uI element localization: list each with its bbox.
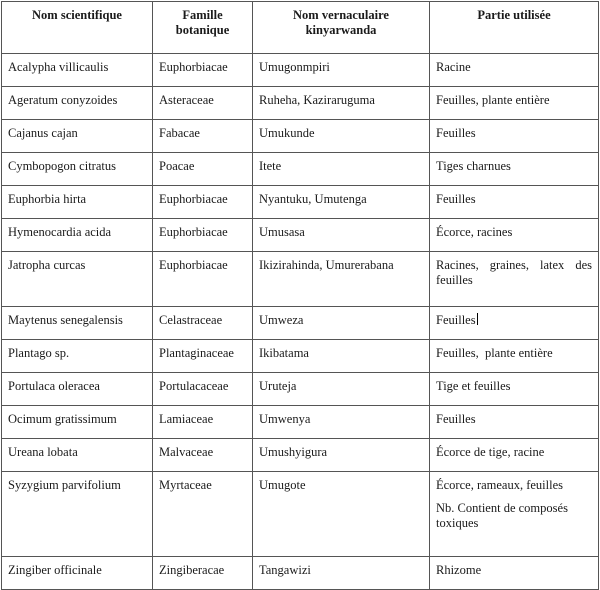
table-row bbox=[2, 439, 599, 472]
cell-scientific-name: Zingiber officinale bbox=[2, 557, 153, 590]
plants-table bbox=[1, 1, 599, 590]
table-row bbox=[2, 252, 599, 307]
cell-family: Celastraceae bbox=[153, 307, 253, 340]
header-vernacular-name: Nom vernaculaire kinyarwanda bbox=[253, 2, 430, 54]
cell-scientific-name: Acalypha villicaulis bbox=[2, 54, 153, 87]
cell-vernacular-name: Umweza bbox=[253, 307, 430, 340]
cell-family: Lamiaceae bbox=[153, 406, 253, 439]
cell-vernacular-name: Umushyigura bbox=[253, 439, 430, 472]
cell-part-used: Feuilles bbox=[430, 406, 599, 439]
cell-vernacular-name: Umusasa bbox=[253, 219, 430, 252]
table-row bbox=[2, 153, 599, 186]
table-row bbox=[2, 87, 599, 120]
part-used-text: Feuilles bbox=[436, 313, 476, 327]
cell-vernacular-name: Ikizirahinda, Umurerabana bbox=[253, 252, 430, 307]
cell-part-used: Feuilles bbox=[430, 120, 599, 153]
cell-vernacular-name: Nyantuku, Umutenga bbox=[253, 186, 430, 219]
table-row bbox=[2, 54, 599, 87]
cell-vernacular-name: Umugonmpiri bbox=[253, 54, 430, 87]
cell-family: Portulacaceae bbox=[153, 373, 253, 406]
cell-scientific-name: Ureana lobata bbox=[2, 439, 153, 472]
cell-family: Fabacae bbox=[153, 120, 253, 153]
table-row bbox=[2, 406, 599, 439]
cell-scientific-name: Ageratum conyzoides bbox=[2, 87, 153, 120]
cell-family: Malvaceae bbox=[153, 439, 253, 472]
cell-part-used: Écorce de tige, racine bbox=[430, 439, 599, 472]
cell-scientific-name: Ocimum gratissimum bbox=[2, 406, 153, 439]
cell-vernacular-name: Umwenya bbox=[253, 406, 430, 439]
table-row bbox=[2, 186, 599, 219]
cell-part-used bbox=[430, 472, 599, 557]
cell-vernacular-name: Itete bbox=[253, 153, 430, 186]
cell-vernacular-name: Ikibatama bbox=[253, 340, 430, 373]
cell-part-used: Tige et feuilles bbox=[430, 373, 599, 406]
header-scientific-name: Nom scientifique bbox=[2, 2, 153, 54]
table-row bbox=[2, 340, 599, 373]
cell-scientific-name: Syzygium parvifolium bbox=[2, 472, 153, 557]
cell-family: Euphorbiacae bbox=[153, 252, 253, 307]
cell-vernacular-name: Ruheha, Kaziraruguma bbox=[253, 87, 430, 120]
cell-part-used bbox=[430, 307, 599, 340]
cell-part-used: Feuilles, plante entière bbox=[430, 340, 599, 373]
cell-part-used: Racines, graines, latex des feuilles bbox=[430, 252, 599, 307]
header-part-used: Partie utilisée bbox=[430, 2, 599, 54]
cell-vernacular-name: Uruteja bbox=[253, 373, 430, 406]
header-family: Famille botanique bbox=[153, 2, 253, 54]
cell-family: Poacae bbox=[153, 153, 253, 186]
cell-family: Plantaginaceae bbox=[153, 340, 253, 373]
text-cursor bbox=[477, 313, 478, 325]
cell-family: Euphorbiacae bbox=[153, 186, 253, 219]
cell-scientific-name: Euphorbia hirta bbox=[2, 186, 153, 219]
cell-family: Asteraceae bbox=[153, 87, 253, 120]
cell-part-used: Feuilles bbox=[430, 186, 599, 219]
table-row bbox=[2, 472, 599, 557]
cell-family: Euphorbiacae bbox=[153, 219, 253, 252]
cell-vernacular-name: Umugote bbox=[253, 472, 430, 557]
cell-scientific-name: Cajanus cajan bbox=[2, 120, 153, 153]
cell-part-used: Rhizome bbox=[430, 557, 599, 590]
cell-family: Euphorbiacae bbox=[153, 54, 253, 87]
cell-vernacular-name: Tangawizi bbox=[253, 557, 430, 590]
part-used-text: Écorce, rameaux, feuilles bbox=[436, 478, 564, 492]
cell-family: Zingiberacae bbox=[153, 557, 253, 590]
table-row bbox=[2, 219, 599, 252]
cell-scientific-name: Portulaca oleracea bbox=[2, 373, 153, 406]
cell-scientific-name: Jatropha curcas bbox=[2, 252, 153, 307]
cell-part-used: Tiges charnues bbox=[430, 153, 599, 186]
cell-scientific-name: Hymenocardia acida bbox=[2, 219, 153, 252]
cell-vernacular-name: Umukunde bbox=[253, 120, 430, 153]
toxicity-note: Nb. Contient de composés toxiques bbox=[436, 501, 568, 530]
cell-part-used: Feuilles, plante entière bbox=[430, 87, 599, 120]
table-row bbox=[2, 120, 599, 153]
cell-family: Myrtaceae bbox=[153, 472, 253, 557]
cell-scientific-name: Cymbopogon citratus bbox=[2, 153, 153, 186]
cell-part-used: Racine bbox=[430, 54, 599, 87]
table-row bbox=[2, 307, 599, 340]
cell-scientific-name: Plantago sp. bbox=[2, 340, 153, 373]
cell-part-used: Écorce, racines bbox=[430, 219, 599, 252]
table-row bbox=[2, 373, 599, 406]
table-row bbox=[2, 557, 599, 590]
header-row bbox=[2, 2, 599, 54]
cell-scientific-name: Maytenus senegalensis bbox=[2, 307, 153, 340]
